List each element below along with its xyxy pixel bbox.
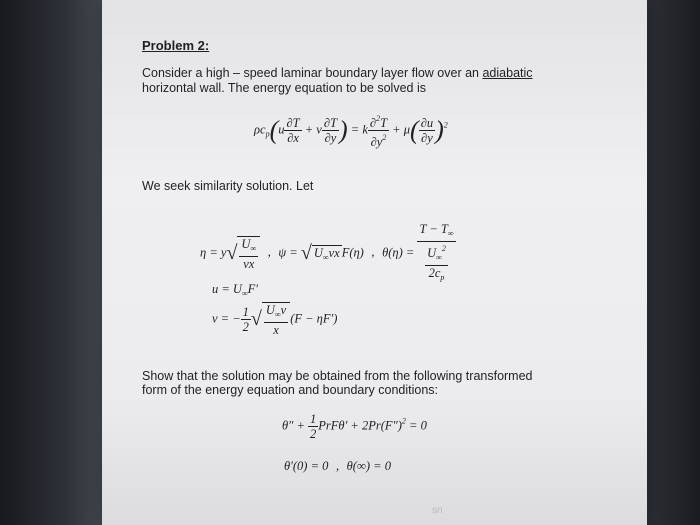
energy-equation: $\rho c_p(u$ $\frac{\partial T}{\partial x}$ + v $\frac{\partial T}{\partial y}$ ) = k $\frac{\partial^2T}{\partial y^2}$ + μ( $\frac{\partial u}{\partial y}$ )$^2$: [254, 114, 448, 149]
u-relation: $u = U_\infty F'$: [212, 282, 259, 298]
similarity-variables: η = y√ $\frac{U_\infty}{\nu x}$ , ψ = √ $U_\infty\nu x$ F(η) , θ(η) = $\frac{T - T_\infty}{\frac{U_\infty^2}{2c_p}}$: [200, 222, 454, 282]
intro-prefix: Consider a high – speed laminar boundary layer flow over an: [142, 66, 483, 80]
problem-title: Problem 2:: [142, 38, 210, 53]
transformed-equation: θ″ + $\frac{1}{2}$ $PrF\theta' + 2Pr(F'')^2 = 0$: [282, 412, 427, 441]
v-relation: v = − $\frac{1}{2}$ √ $\frac{U_\infty\nu}{x}$ (F − ηF′): [212, 303, 338, 337]
show-line-2: form of the energy equation and boundary conditions:: [142, 383, 439, 397]
intro-line-1: [142, 66, 533, 81]
paper-sheet: [102, 0, 647, 525]
watermark: sn: [432, 505, 443, 516]
similarity-text: We seek similarity solution. Let: [142, 179, 314, 193]
intro-adiabatic: adiabatic: [482, 66, 533, 80]
intro-line-2: horizontal wall. The energy equation to be solved is: [142, 81, 426, 95]
show-line-1: Show that the solution may be obtained from the following transformed: [142, 369, 533, 383]
background-left: [0, 0, 110, 525]
boundary-conditions: θ′(0) = 0 , θ(∞) = 0: [284, 459, 391, 473]
